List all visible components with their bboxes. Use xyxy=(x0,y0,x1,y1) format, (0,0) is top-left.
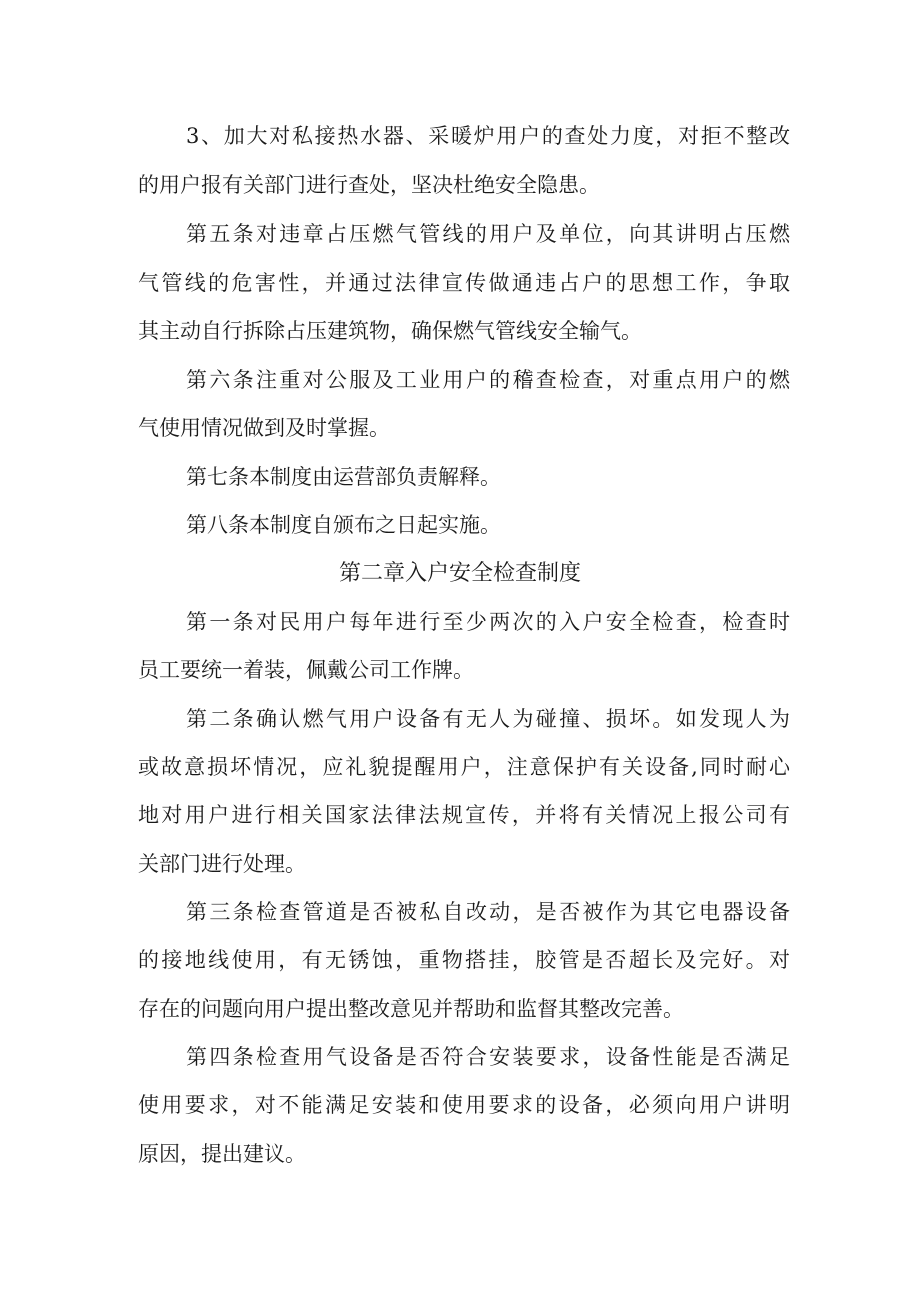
paragraph-line: 第五条对违章占压燃气管线的用户及单位，向其讲明占压燃 xyxy=(186,222,790,246)
paragraph-line: 使用要求，对不能满足安装和使用要求的设备，必须向用户讲明 xyxy=(138,1093,790,1117)
paragraph-line: 第七条本制度由运营部负责解释。 xyxy=(186,465,501,489)
paragraph-line: 气管线的危害性，并通过法律宣传做通违占户的思想工作，争取 xyxy=(138,271,790,295)
paragraph-line: 原因，提出建议。 xyxy=(138,1142,306,1166)
paragraph-line: 或故意损坏情况，应礼貌提醒用户，注意保护有关设备,同时耐心 xyxy=(138,755,790,779)
paragraph-line: 第二条确认燃气用户设备有无人为碰撞、损坏。如发现人为 xyxy=(186,707,790,731)
paragraph-line: 第一条对民用户每年进行至少两次的入户安全检查，检查时 xyxy=(186,610,790,634)
paragraph-line: 第八条本制度自颁布之日起实施。 xyxy=(186,513,501,537)
paragraph-line: 第四条检查用气设备是否符合安装要求，设备性能是否满足 xyxy=(186,1045,790,1069)
paragraph-line: 气使用情况做到及时掌握。 xyxy=(138,416,390,440)
paragraph-line: 的接地线使用，有无锈蚀，重物搭挂，胶管是否超长及完好。对 xyxy=(138,948,790,972)
paragraph-line: 地对用户进行相关国家法律法规宣传，并将有关情况上报公司有 xyxy=(138,803,790,827)
paragraph-line: 第六条注重对公服及工业用户的稽查检查，对重点用户的燃 xyxy=(186,368,790,392)
paragraph-line: 其主动自行拆除占压建筑物，确保燃气管线安全输气。 xyxy=(138,319,642,343)
paragraph-line: 员工要统一着装，佩戴公司工作牌。 xyxy=(138,658,474,682)
chapter-heading: 第二章入户安全检查制度 xyxy=(338,561,581,586)
paragraph-line: 存在的问题向用户提出整改意见并帮助和监督其整改完善。 xyxy=(138,997,684,1021)
paragraph-line: 的用户报有关部门进行查处，坚决杜绝安全隐患。 xyxy=(138,173,600,197)
paragraph-line: 3、加大对私接热水器、采暖炉用户的查处力度，对拒不整改 xyxy=(186,124,790,148)
paragraph-line: 第三条检查管道是否被私自改动，是否被作为其它电器设备 xyxy=(186,900,790,924)
paragraph-line: 关部门进行处理。 xyxy=(138,852,306,876)
